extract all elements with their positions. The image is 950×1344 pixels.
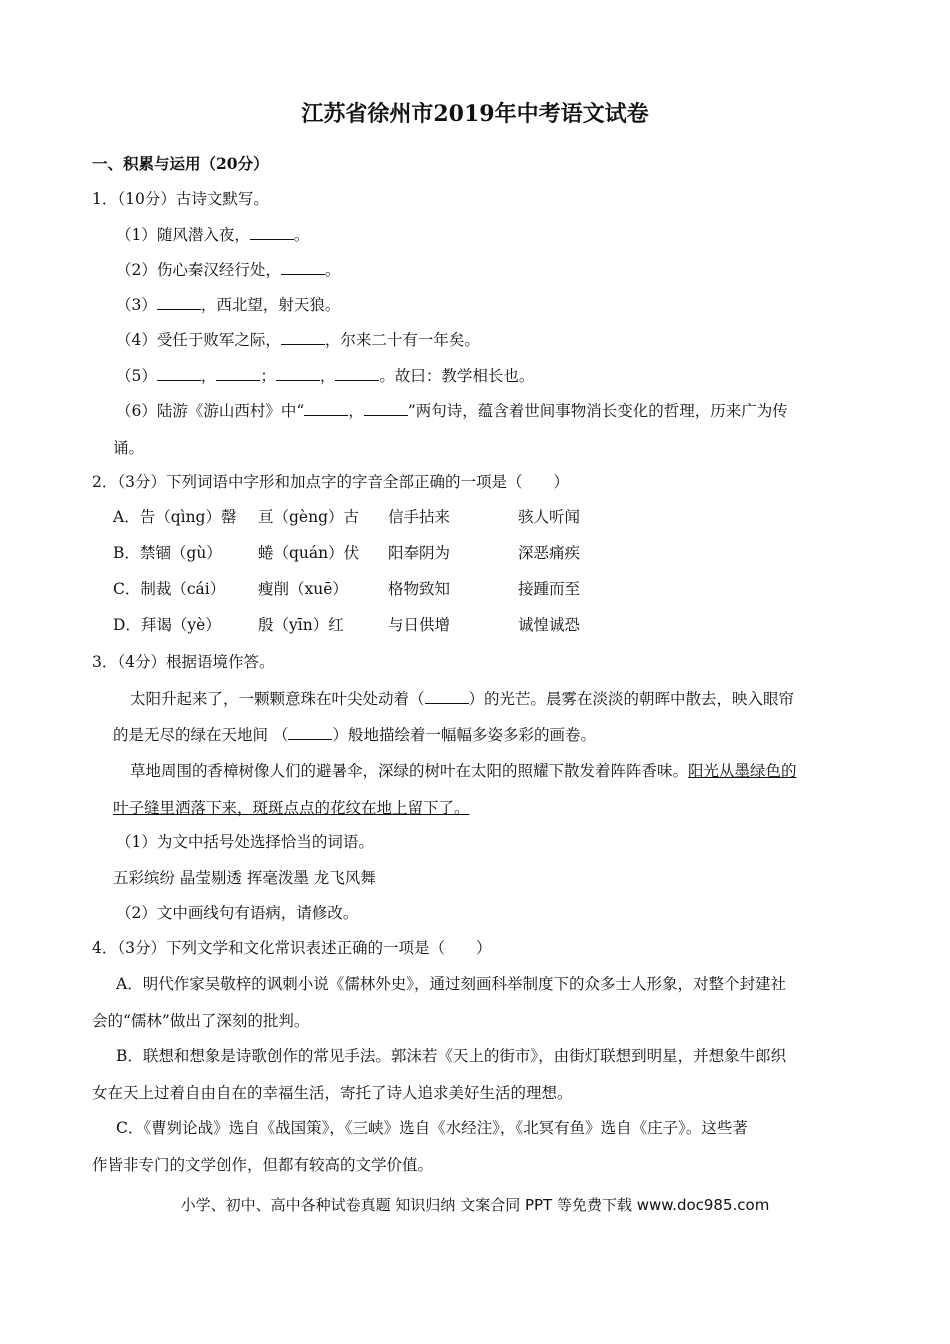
option-cell: 阳奉阴为 (388, 544, 451, 562)
q4-option-b: B．联想和想象是诗歌创作的常见手法。郭沫若《天上的街市》，由街灯联想到明星，并想象牛郎织 (116, 1047, 787, 1065)
q2-option-d (113, 615, 648, 635)
option-cell: C．制裁（cái） (113, 580, 226, 598)
q3-passage-line1 (130, 689, 794, 709)
answer-blank (425, 689, 469, 704)
q1-item6-rest: ”两句诗，蕴含着世间事物消长变化的哲理，历来广为传 (407, 402, 788, 420)
option-cell: 接踵而至 (518, 580, 581, 598)
q4-option-c-cont: 作皆非专门的文学创作，但都有较高的文学价值。 (92, 1156, 434, 1174)
passage-text: ）的光芒。晨雾在淡淡的朝晖中散去，映入眼帘 (468, 690, 795, 708)
q1-item3 (116, 295, 340, 315)
q1-item4 (116, 330, 480, 350)
q2-option-a (113, 507, 648, 527)
q1-item5-sep3: ， (319, 367, 336, 385)
q1-item1-text: （1）随风潜入夜， (116, 226, 250, 244)
answer-blank (281, 260, 325, 275)
option-cell: 深恶痛疾 (518, 544, 581, 562)
answer-blank (157, 295, 201, 310)
q3-passage-line2 (113, 725, 596, 745)
option-cell: 瘦削（xuē） (258, 580, 348, 598)
q1-item2 (116, 260, 340, 280)
q3-passage-line3 (130, 761, 797, 781)
q1-item5 (116, 366, 534, 386)
answer-blank (364, 401, 408, 416)
q1-item5-sep2: ； (260, 367, 276, 385)
q4-option-b-cont: 女在天上过着自由自在的幸福生活，寄托了诗人追求美好生活的理想。 (92, 1084, 573, 1102)
q1-item3-text: ，西北望，射天狼。 (200, 296, 341, 314)
q4-option-c: C．《曹刿论战》选自《战国策》，《三峡》选自《水经注》，《北冥有鱼》选自《庄子》。这些著 (116, 1119, 748, 1137)
option-cell: 格物致知 (388, 580, 451, 598)
option-cell: 诚惶诚恐 (518, 616, 581, 634)
q1-item5-num: （5） (116, 367, 157, 385)
q4-stem: 4．（3分）下列文学和文化常识表述正确的一项是（ ） (92, 939, 492, 957)
answer-blank (281, 330, 325, 345)
option-cell: 亘（gèng）古 (258, 508, 360, 526)
underlined-sentence: 阳光从墨绿色的 (688, 762, 797, 780)
q1-item6 (116, 401, 788, 421)
option-cell: B．禁锢（gù） (113, 544, 222, 562)
q1-item2-text: （2）伤心秦汉经行处， (116, 261, 281, 279)
passage-text: 的是无尽的绿在天地间 （ (113, 726, 289, 744)
option-cell: 信手拈来 (388, 508, 451, 526)
q1-item6-text: （6）陆游《游山西村》中“ (116, 402, 305, 420)
section-heading: 一、积累与运用（20分） (92, 154, 269, 173)
q4-option-a-cont: 会的“儒林”做出了深刻的批判。 (92, 1012, 310, 1030)
q1-item1-end: 。 (293, 226, 310, 244)
underlined-sentence-cont: 叶子缝里洒落下来，斑斑点点的花纹在地上留下了。 (113, 799, 470, 817)
option-cell: 骇人听闻 (518, 508, 581, 526)
answer-blank (276, 366, 320, 381)
answer-blank (304, 401, 348, 416)
page-footer: 小学、初中、高中各种试卷真题 知识归纳 文案合同 PPT 等免费下载 www.doc985.com (180, 1196, 770, 1214)
option-cell: 蜷（quán）伏 (258, 544, 360, 562)
q1-item3-num: （3） (116, 296, 157, 314)
q3-stem: 3．（4分）根据语境作答。 (92, 653, 275, 671)
passage-text: ）般地描绘着一幅幅多姿多彩的画卷。 (332, 726, 596, 744)
q1-item5-sep1: ， (200, 367, 217, 385)
q2-stem: 2．（3分）下列词语中字形和加点字的字音全部正确的一项是（ ） (92, 473, 569, 491)
answer-blank (250, 225, 294, 240)
passage-text: 太阳升起来了，一颗颗意珠在叶尖处动着（ (130, 690, 425, 708)
option-cell: D．拜谒（yè） (113, 616, 221, 634)
answer-blank (216, 366, 260, 381)
answer-blank (288, 725, 332, 740)
q3-sub1: （1）为文中括号处选择恰当的词语。 (116, 833, 374, 851)
q1-item6-sep: ， (348, 402, 364, 420)
q1-item2-end: 。 (324, 261, 341, 279)
q1-item4-text: （4）受任于败军之际， (116, 331, 281, 349)
q1-stem: 1．（10分）古诗文默写。 (92, 190, 269, 208)
option-cell: A．告（qìng）罄 (113, 508, 237, 526)
q2-option-c (113, 579, 648, 599)
q3-word-choices: 五彩缤纷 晶莹剔透 挥毫泼墨 龙飞风舞 (113, 869, 376, 887)
q1-item1 (116, 225, 309, 245)
option-cell: 与日供增 (388, 616, 451, 634)
option-cell: 殷（yīn）红 (258, 616, 344, 634)
q1-item4-end: ，尔来二十有一年矣。 (324, 331, 480, 349)
q1-item5-end: 。故曰：教学相长也。 (379, 367, 535, 385)
q3-sub2: （2）文中画线句有语病，请修改。 (116, 904, 359, 922)
q2-option-b (113, 543, 648, 563)
page-title: 江苏省徐州市2019年中考语文试卷 (301, 101, 649, 127)
answer-blank (157, 366, 201, 381)
answer-blank (335, 366, 379, 381)
passage-text: 草地周围的香樟树像人们的避暑伞，深绿的树叶在太阳的照耀下散发着阵阵香味。 (130, 762, 689, 780)
q1-item6-cont: 诵。 (113, 439, 145, 457)
q4-option-a: A．明代作家吴敬梓的讽刺小说《儒林外史》，通过刻画科举制度下的众多士人形象，对整个封建社 (116, 975, 786, 993)
